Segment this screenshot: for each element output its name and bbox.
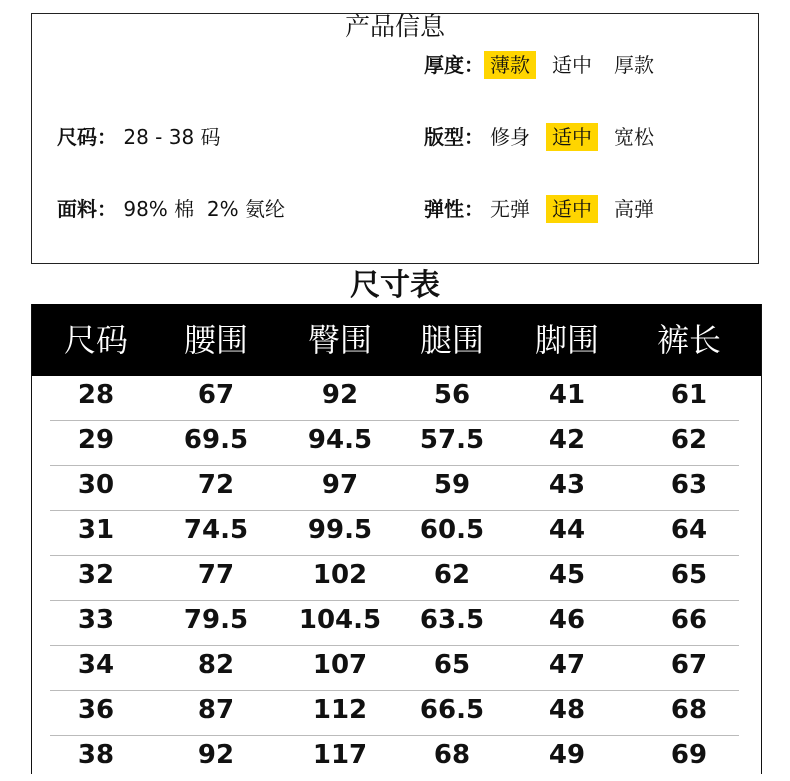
thickness-label: 厚度： [424,53,484,77]
table-cell: 36 [77,695,115,725]
fit-label: 版型： [424,125,484,149]
size-chart-body [32,376,761,781]
table-cell: 117 [312,740,368,770]
table-cell: 65 [433,650,471,680]
table-row [32,736,761,781]
column-header: 脚围 [534,321,600,359]
table-row [32,466,761,511]
table-cell: 43 [548,470,586,500]
table-cell: 99.5 [307,515,373,545]
table-cell: 65 [670,560,708,590]
table-cell: 61 [670,380,708,410]
table-cell: 46 [548,605,586,635]
fit-row [424,122,670,152]
table-cell: 47 [548,650,586,680]
table-row [32,511,761,556]
table-cell: 112 [312,695,368,725]
table-cell: 74.5 [183,515,249,545]
size-chart-header [32,304,761,376]
column-header: 裤长 [656,321,722,359]
elasticity-label: 弹性： [424,197,484,221]
fabric-label: 面料： [57,197,117,221]
thickness-option: 厚款 [614,53,654,77]
table-row [32,376,761,421]
product-info-box [31,13,759,264]
table-cell: 94.5 [307,425,373,455]
column-header: 臀围 [307,321,373,359]
elasticity-option: 无弹 [490,197,530,221]
table-cell: 87 [197,695,235,725]
column-header: 尺码 [63,321,129,359]
table-cell: 59 [433,470,471,500]
table-row [32,556,761,601]
table-cell: 32 [77,560,115,590]
fabric-value: 98% 棉 2% 氨纶 [123,197,285,221]
table-cell: 41 [548,380,586,410]
size-range-value: 28 - 38 码 [123,125,221,149]
table-cell: 92 [197,740,235,770]
fit-option: 修身 [490,125,530,149]
table-cell: 67 [197,380,235,410]
table-cell: 69.5 [183,425,249,455]
table-row [32,421,761,466]
table-cell: 72 [197,470,235,500]
table-cell: 34 [77,650,115,680]
table-cell: 97 [321,470,359,500]
table-cell: 107 [312,650,368,680]
table-cell: 68 [670,695,708,725]
table-cell: 42 [548,425,586,455]
table-cell: 62 [433,560,471,590]
table-cell: 30 [77,470,115,500]
table-cell: 56 [433,380,471,410]
product-info-title: 产品信息 [344,12,445,41]
table-cell: 68 [433,740,471,770]
thickness-option: 薄款 [484,51,536,79]
column-header: 腿围 [419,321,485,359]
table-cell: 63.5 [419,605,485,635]
table-cell: 102 [312,560,368,590]
table-cell: 79.5 [183,605,249,635]
thickness-row [424,50,670,80]
table-cell: 82 [197,650,235,680]
table-cell: 92 [321,380,359,410]
table-row [32,691,761,736]
table-cell: 38 [77,740,115,770]
size-chart-title: 尺寸表 [350,268,440,303]
size-range-label: 尺码： [57,125,117,149]
table-cell: 60.5 [419,515,485,545]
thickness-option: 适中 [552,53,592,77]
table-row [32,646,761,691]
fit-option: 适中 [546,123,598,151]
column-header: 腰围 [183,321,249,359]
table-row [32,601,761,646]
table-cell: 49 [548,740,586,770]
table-cell: 28 [77,380,115,410]
elasticity-row [424,194,670,224]
table-cell: 33 [77,605,115,635]
size-chart-table [31,304,762,774]
fabric-row [57,194,285,224]
size-range-row [57,122,221,152]
elasticity-option: 适中 [546,195,598,223]
table-cell: 62 [670,425,708,455]
table-cell: 45 [548,560,586,590]
table-cell: 29 [77,425,115,455]
table-cell: 57.5 [419,425,485,455]
elasticity-option: 高弹 [614,197,654,221]
table-cell: 104.5 [298,605,382,635]
table-cell: 66 [670,605,708,635]
table-cell: 44 [548,515,586,545]
table-cell: 48 [548,695,586,725]
table-cell: 67 [670,650,708,680]
table-cell: 66.5 [419,695,485,725]
fit-option: 宽松 [614,125,654,149]
table-cell: 31 [77,515,115,545]
table-cell: 63 [670,470,708,500]
table-cell: 64 [670,515,708,545]
table-cell: 77 [197,560,235,590]
table-cell: 69 [670,740,708,770]
